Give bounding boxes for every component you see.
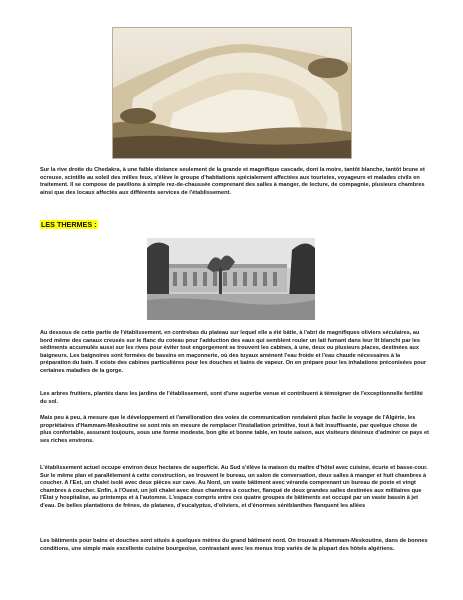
intro-paragraph: Sur la rive droite du Chedakra, à une faible distance seulement de la grande et magnifique cascade, dont la moire, tantôt blanche, tantôt brune et ocreuse, scintille au soleil des milles feux, s'élève le groupe d'habitations spécialement affectées aux touristes, voyageurs et malades civils en traitement. Il se compose de pavillons à simple rez-de-chaussée comprenant des salles à manger, de lecture, de compagnie, plusieurs chambres ainsi que des locaux affectés aux différents services de l'établissement. [40, 167, 425, 196]
etablissement-paragraph: L'établissement actuel occupe environ deux hectares de superficie. Au Sud s'élève la maison du maître d'hôtel avec cuisine, écurie et basse-cour. Sur le même plan et parallèlement à cette construction, se trouvent le bureau, un salon de conversation, deux salles à manger et huit chambres à coucher. A l'Est, un chalet isolé avec deux pièces sur cave. Au Nord, un vaste bâtiment avec véranda comprenant un bureau de poste et vingt chambres à coucher. Enfin, à l'Ouest, un joli chalet avec deux chambres à coucher, flanqué de deux grandes salles destinées aux militaires que l'État y hospitalise, au printemps et à l'automne. L'espace compris entre ces quatre groupes de bâtiments est occupé par un vaste bassin à jet d'eau. De belles plantations de frênes, de platanes, d'eucalyptus, d'oliviers, et d'énormes séréblanthes flanquent les allées [40, 465, 428, 509]
cascade-photo [112, 27, 352, 159]
cascade-photo-caption: HAMMAM-MESKOUTINE — LA CASCADE [194, 150, 268, 154]
arbres-paragraph: Les arbres fruitiers, plantés dans les jardins de l'établissement, sont d'une superbe venue et contribuent à témoigner de l'exceptionnelle fertilité du sol. [40, 391, 423, 405]
section-heading-text: LES THERMES : [41, 220, 97, 229]
section-heading [40, 220, 98, 229]
bains-paragraph: Les bâtiments pour bains et douches sont situés à quelques mètres du grand bâtiment nord. On trouvait à Hammam-Meskoutine, dans de bonnes conditions, une simple mais excellente cuisine bourgeoise, contrastant avec les menus trop variés de la plupart des hôtels algériens. [40, 538, 428, 552]
thermes-photo [147, 238, 315, 320]
progres-paragraph: Mais peu à peu, à mesure que le développement et l'amélioration des voies de communication rendaient plus facile le voyage de l'Algérie, les propriétaires d'Hammam-Meskoutine se sont mis en mesure de remplacer l'installation primitive, tout à fait insuffisante, par quelque chose de plus confortable, assurant toujours, sous une forme modeste, bon gîte et bonne table, en toute saison, aux visiteurs désireux d'admirer ce pays et ses riches environs. [40, 415, 429, 444]
thermes-paragraph: Au dessous de cette partie de l'établissement, en contrebas du plateau sur lequel elle a été bâtie, à l'abri de magnifiques oliviers séculaires, au bord même des canaux creusés sur le flanc du coteau pour l'adduction des eaux qui semblent rouler un lait fumant dans leur lit blanchi par les sédiments accumulés aussi sur les rives pour éviter tout engorgement se trouvent les cabines, à une, deux ou plusieurs places, destinées aux baigneurs. Les baignoires sont formées de bassins en maçonnerie, où des tuyaux amènent l'eau froide et l'eau chaude nécessaires à la préparation du bain. Il existe des cabines particulières pour les douches et bains de vapeur. On en prépare pour les inhalations préconisées pour certaines maladies de la gorge. [40, 330, 427, 374]
